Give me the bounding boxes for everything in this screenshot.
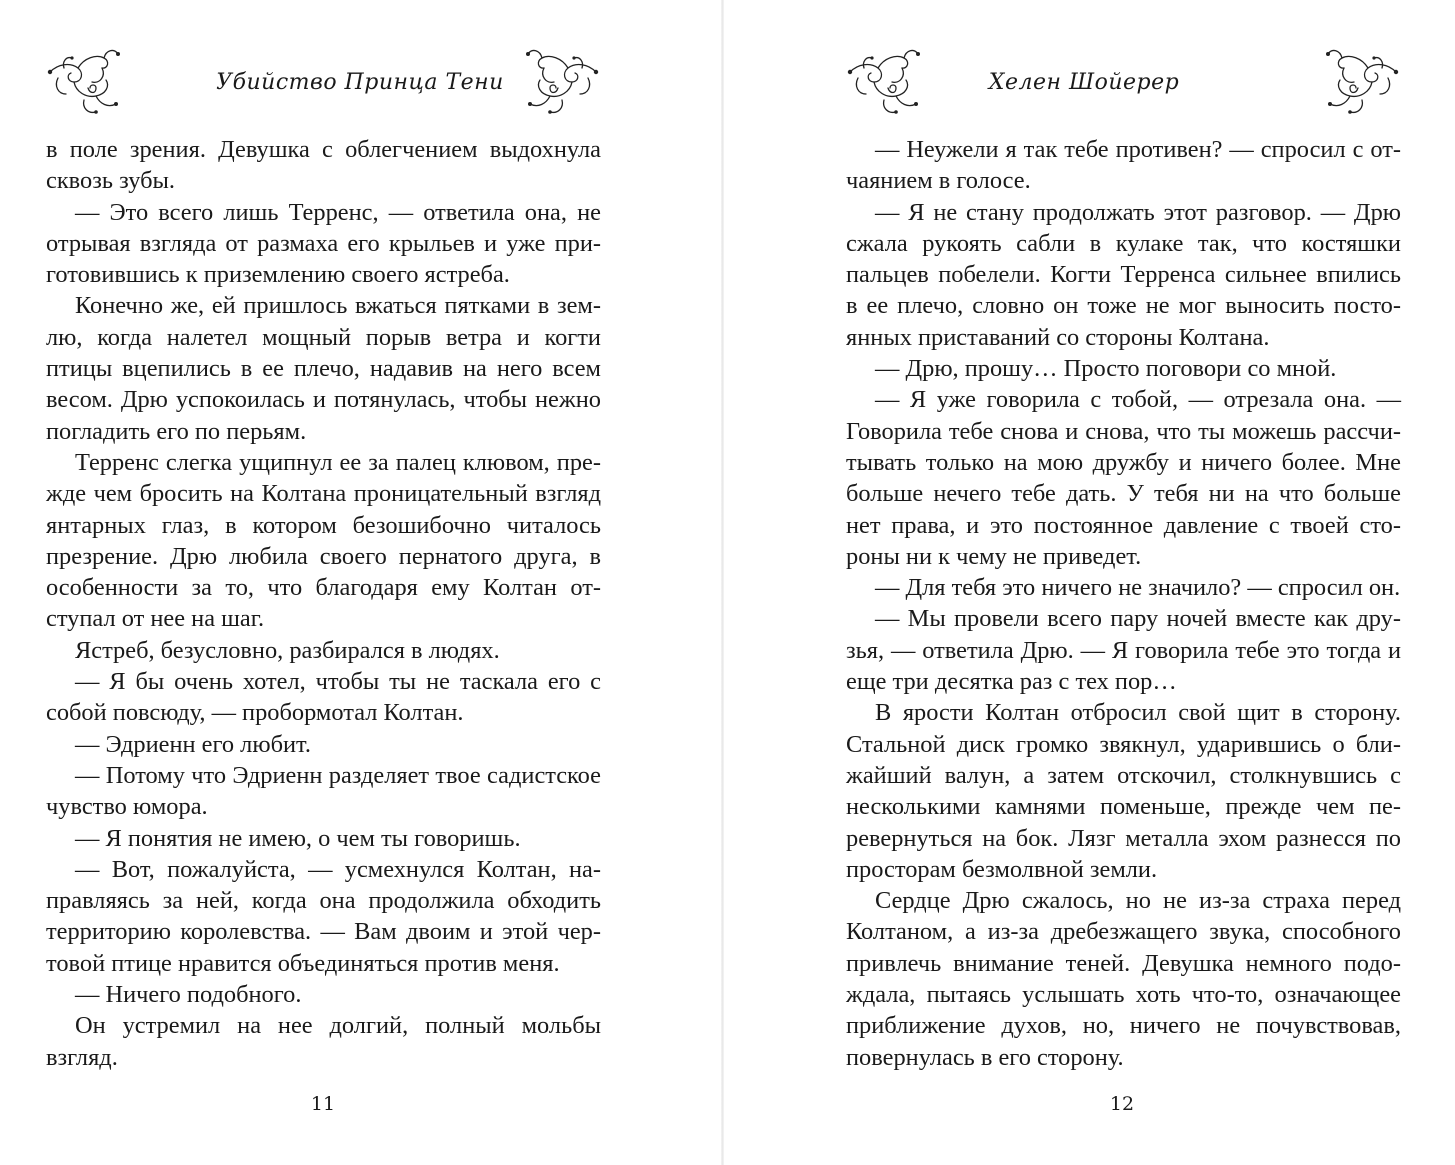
paragraph: — Я уже говорила с тобой, — отрезала она. — Говорила тебе снова и снова, что ты можешь рассчитывать только на мою дружбу и ничего более. Мне больше нечего тебе дать. У тебя ни на что больше нет права, и это постоянное давление с твоей стороны ни к чему не приведет. [846, 386, 1401, 570]
paragraph: — Я не стану продолжать этот разговор. — Дрю сжала рукоять сабли в кулаке так, что костяшки пальцев побелели. Когти Терренса сильнее впились в ее плечо, словно он тоже не мог выносить постоянных приставаний со стороны Колтана. [846, 198, 1401, 351]
running-head-author: Хелен Шойерер [988, 70, 1180, 95]
paragraph: в поле зрения. Девушка с облегчением выдохнула сквозь зубы. [46, 136, 601, 195]
paragraph: Конечно же, ей пришлось вжаться пятками в землю, когда налетел мощный порыв ветра и когти птицы вцепились в ее плечо, надавив на него всем весом. Дрю успокоилась и потянулась, чтобы нежно погладить его по перьям. [46, 292, 601, 445]
paragraph: — Потому что Эдриенн разделяет твое садистское чувство юмора. [46, 761, 601, 821]
left-page-body-text [46, 134, 601, 1073]
paragraph: — Эдриенн его любит. [75, 730, 311, 758]
paragraph: — Неужели я так тебе противен? — спросил с отчаянием в голосе. [846, 136, 1401, 195]
floral-ornament-icon [1320, 42, 1402, 120]
paragraph: Терренс слегка ущипнул ее за палец клювом, прежде чем бросить на Колтана проницательный взгляд янтарных глаз, в котором безошибочно читалось презрение. Дрю любила своего пернатого друга, в особенности за то, что благодаря ему Колтан отступал от нее на шаг. [46, 448, 601, 633]
right-page-body-text [846, 134, 1401, 1073]
paragraph: — Дрю, прошу… Просто поговори со мной. [875, 355, 1337, 383]
paragraph: — Вот, пожалуйста, — усмехнулся Колтан, направляясь за ней, когда она продолжила обходить территорию королевства. — Вам двоим и этой чертовой птице нравится объединяться против меня. [46, 855, 601, 977]
right-page [724, 0, 1455, 1165]
paragraph: Сердце Дрю сжалось, но не из-за страха перед Колтаном, а из-за дребезжащего звука, способного привлечь внимание теней. Девушка немного подождала, пытаясь услышать хоть что-то, означающее приближение духов, но, ничего не почувствовав, повернулась в его сторону. [846, 887, 1401, 1071]
paragraph: — Для тебя это ничего не значило? — спросил он. [875, 574, 1401, 602]
paragraph: В ярости Колтан отбросил свой щит в сторону. Стальной диск громко звякнул, ударившись о ближайший валун, а затем отскочил, столкнувшись с несколькими камнями поменьше, прежде чем перевернуться на бок. Лязг металла эхом разнесся по просторам безмолвной земли. [846, 699, 1401, 883]
paragraph: — Мы провели всего пару ночей вместе как друзья, — ответила Дрю. — Я говорила тебе это тогда и еще три десятка раз с тех пор… [846, 605, 1401, 696]
running-head-book-title: Убийство Принца Тени [216, 70, 504, 95]
floral-ornament-icon [520, 42, 602, 120]
paragraph: — Это всего лишь Терренс, — ответила она, не отрывая взгляда от размаха его крыльев и уже приготовившись к приземлению своего ястреба. [46, 198, 601, 289]
paragraph: — Я бы очень хотел, чтобы ты не таскала его с собой повсюду, — пробормотал Колтан. [46, 668, 601, 727]
paragraph: Ястреб, безусловно, разбирался в людях. [75, 636, 500, 664]
page-number: 11 [310, 1093, 336, 1115]
left-page [0, 0, 721, 1165]
paragraph: — Я понятия не имею, о чем ты говоришь. [75, 824, 521, 852]
paragraph: — Ничего подобного. [75, 981, 302, 1009]
page-number: 12 [1109, 1093, 1135, 1115]
paragraph: Он устремил на нее долгий, полный мольбы взгляд. [46, 1012, 601, 1071]
floral-ornament-icon [44, 42, 126, 120]
